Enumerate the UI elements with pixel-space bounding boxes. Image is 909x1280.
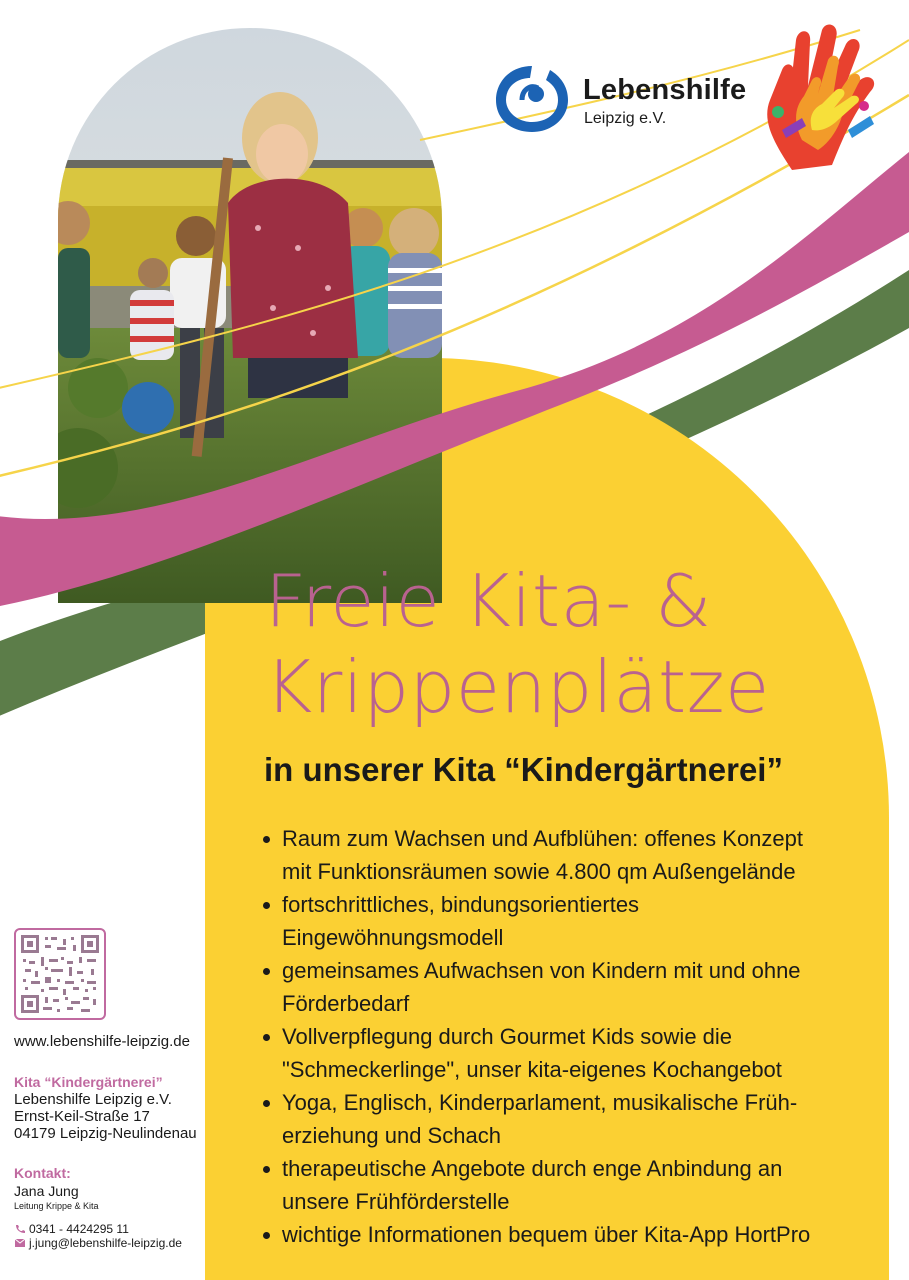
contact-email[interactable] — [14, 1236, 182, 1250]
benefit-item — [262, 822, 882, 888]
kita-organisation: Lebenshilfe Leipzig e.V. — [14, 1091, 172, 1108]
contact-role: Leitung Krippe & Kita — [14, 1201, 99, 1211]
subheadline: in unserer Kita “Kindergärtnerei” — [264, 751, 783, 788]
benefit-line-2: Förderbedarf — [282, 991, 410, 1016]
contact-name: Jana Jung — [14, 1183, 79, 1199]
benefit-item — [262, 888, 882, 954]
benefit-line-2: mit Funktionsräumen sowie 4.800 qm Außengelände — [282, 859, 796, 884]
headline — [265, 558, 885, 730]
benefit-line-1: wichtige Informationen bequem über Kita-App HortPro — [282, 1222, 811, 1247]
email-address: j.jung@lebenshilfe-leipzig.de — [29, 1236, 182, 1250]
benefit-line-1: Yoga, Englisch, Kinderparlament, musikalische Früh- — [282, 1090, 798, 1115]
headline-line-1: Freie Kita- & — [265, 559, 712, 643]
headline-line-2: Krippenplätze — [265, 645, 770, 729]
logo-subtitle: Leipzig e.V. — [584, 110, 667, 127]
painted-hands-icon — [752, 20, 892, 180]
benefit-line-1: fortschrittliches, bindungsorientiertes — [282, 892, 640, 917]
benefit-item — [262, 1086, 882, 1152]
benefit-line-1: Vollverpflegung durch Gourmet Kids sowie die — [282, 1024, 733, 1049]
contact-phone[interactable] — [14, 1222, 129, 1236]
logo-name: Lebenshilfe — [583, 74, 747, 106]
benefit-line-2: erziehung und Schach — [282, 1123, 501, 1148]
benefit-line-2: "Schmeckerlinge", unser kita-eigenes Kochangebot — [282, 1057, 782, 1082]
qr-code-icon — [21, 935, 99, 1013]
benefit-item — [262, 1020, 882, 1086]
benefit-line-1: Raum zum Wachsen und Aufblühen: offenes Konzept — [282, 826, 803, 851]
benefit-line-1: therapeutische Angebote durch enge Anbindung an — [282, 1156, 783, 1181]
benefit-line-1: gemeinsames Aufwachsen von Kindern mit und ohne — [282, 958, 801, 983]
benefit-item — [262, 1152, 882, 1218]
kita-street: Ernst-Keil-Straße 17 — [14, 1108, 150, 1125]
phone-number: 0341 - 4424295 11 — [29, 1222, 129, 1236]
email-icon — [14, 1238, 26, 1248]
kita-city: 04179 Leipzig-Neulindenau — [14, 1125, 197, 1142]
contact-label: Kontakt: — [14, 1165, 71, 1181]
qr-code[interactable] — [14, 928, 106, 1020]
benefit-item — [262, 954, 882, 1020]
benefit-line-2: Eingewöhnungsmodell — [282, 925, 504, 950]
benefit-item — [262, 1218, 882, 1251]
phone-icon — [14, 1224, 26, 1234]
kita-title: Kita “Kindergärtnerei” — [14, 1074, 163, 1090]
benefit-line-2: unsere Frühförderstelle — [282, 1189, 510, 1214]
website-link[interactable]: www.lebenshilfe-leipzig.de — [14, 1033, 190, 1050]
benefits-list — [262, 822, 882, 1251]
